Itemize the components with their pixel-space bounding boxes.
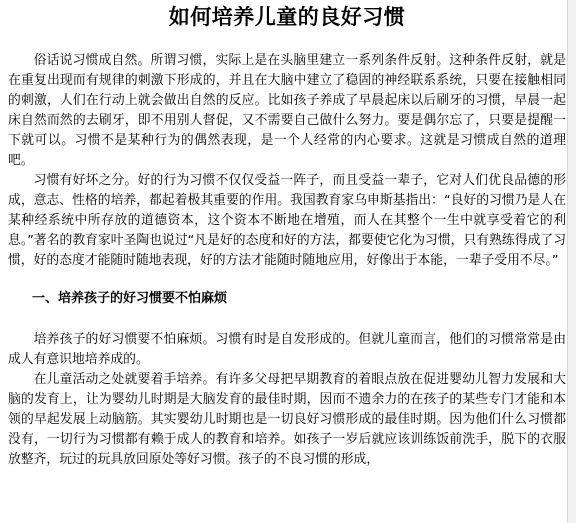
intro-paragraph-1: 俗话说习惯成自然。所谓习惯，实际上是在头脑里建立一系列条件反射。这种条件反射，就是在重复出现而有规律的刺激下形成的，并且在大脑中建立了稳固的神经联系系统，只要在接触相同的刺激，人们在行动上就会做出自然的反应。比如孩子养成了早晨起床以后刷牙的习惯，早晨一起床自然而然的去刷牙，即不用别人督促，又不需要自己做什么努力。要是偶尔忘了，只要是提醒一下就可以。习惯不是某种行为的偶然表现，是一个人经常的内心要求。这就是习惯成自然的道理吧。 bbox=[8, 53, 566, 168]
document-title: 如何培养儿童的良好习惯 bbox=[168, 4, 406, 29]
vertical-scrollbar[interactable] bbox=[567, 0, 576, 523]
section1-paragraph-2: 在儿童活动之处就要着手培养。有许多父母把早期教育的着眼点放在促进婴幼儿智力发展和大脑的发育上，让为婴幼儿时期是大脑发育的最佳时期，因而不遗余力的在孩子的某些专门才能和本领的早起发展上动脑筋。其实婴幼儿时期也是一切良好习惯形成的最佳时期。因为他们什么习惯都没有，一切行为习惯都有赖于成人的教育和培养。如孩子一岁后就应该训练饭前洗手，脱下的衣服放整齐，玩过的玩具放回原处等好习惯。孩子的不良习惯的形成， bbox=[8, 372, 566, 467]
section1-paragraph-1: 培养孩子的好习惯要不怕麻烦。习惯有时是自发形成的。但就儿童而言，他们的习惯常常是由成人有意识地培养成的。 bbox=[8, 332, 566, 367]
section-heading-1: 一、培养孩子的好习惯要不怕麻烦 bbox=[32, 291, 228, 306]
intro-paragraph-2: 习惯有好坏之分。好的行为习惯不仅仅受益一阵子，而且受益一辈子，它对人们优良品德的形成，意志、性格的培养，都起着极其重要的作用。我国教育家乌申斯基指出：“良好的习惯乃是人在某种经系统中所存放的道德资本，这个资本不断地在增殖，而人在其整个一生中就享受着它的利息。”著名的教育家叶圣陶也说过“凡是好的态度和好的方法，都要使它化为习惯，只有熟练得成了习惯，好的态度才能随时随地表现，好的方法才能随时随地应用，好像出于本能，一辈子受用不尽。” bbox=[8, 173, 566, 268]
